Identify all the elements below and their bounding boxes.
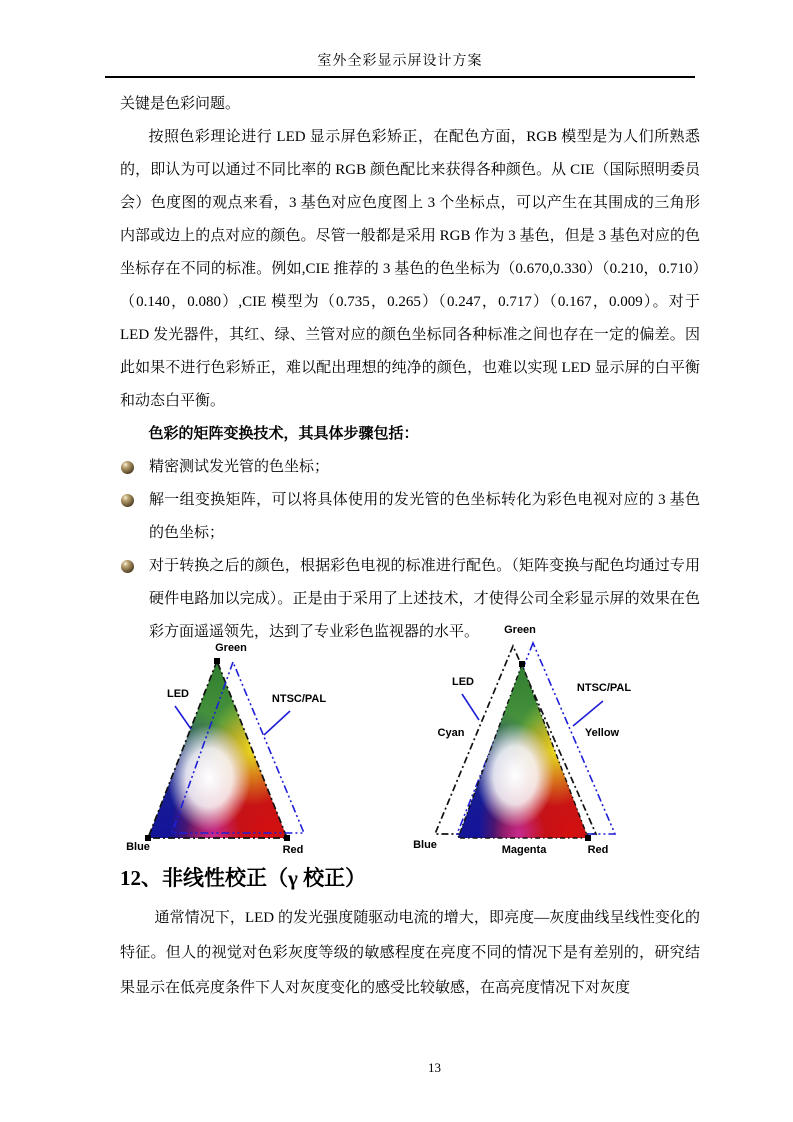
list-item-text: 精密测试发光管的色坐标； (149, 459, 330, 475)
figure-label-red: Red (282, 844, 304, 856)
figure-label-magenta: Magenta (501, 844, 547, 856)
figure-label-ntsc-pal: NTSC/PAL (271, 693, 327, 705)
figure-label-blue: Blue (126, 841, 150, 853)
list-item (120, 451, 700, 484)
bullet-sphere-icon (121, 494, 134, 507)
list-item (120, 484, 700, 550)
figure-label-green: Green (215, 642, 247, 654)
page-header (105, 50, 695, 78)
led-gamut-triangle (458, 664, 588, 838)
ntsc-leader-line (573, 701, 603, 726)
page-number: 13 (428, 1060, 441, 1075)
led-leader-line (175, 706, 191, 729)
figure-label-blue: Blue (413, 839, 437, 851)
bullet-sphere-icon (121, 560, 134, 573)
paragraph-lead: 关键是色彩问题。 (120, 96, 241, 112)
figure-label-cyan: Cyan (437, 727, 465, 739)
bullet-sphere-icon (121, 461, 134, 474)
paragraph-color-theory: 按照色彩理论进行 LED 显示屏色彩矫正，在配色方面，RGB 模型是为人们所熟悉的，即认为可以通过不同比率的 RGB 颜色配比来获得各种颜色。从 CIE（国际照明委员会）色度图的观点来看，3 基色对应色度图上 3 个坐标点，可以产生在其围成的三角形内部或边上的点对应的颜色。尽管一般都是采用 RGB 作为 3 基色，但是 3 基色对应的色坐标存在不同的标准。例如,CIE 推荐的 3 基色的色坐标为（0.670,0.330）（0.210，0.710）（0.140，0.080）,CIE 模型为（0.735，0.265）（0.247，0.717）（0.167，0.009）。对于 LED 发光器件，其红、绿、兰管对应的颜色坐标同各种标准之间也存在一定的偏差。因此如果不进行色彩矫正，难以配出理想的纯净的颜色，也难以实现 LED 显示屏的白平衡和动态白平衡。 (120, 129, 700, 409)
list-item-text: 对于转换之后的颜色，根据彩色电视的标准进行配色。（矩阵变换与配色均通过专用硬件电路加以完成）。正是由于采用了上述技术，才使得公司全彩显示屏的效果在色彩方面遥遥领先，达到了专业彩色监视器的水平。 (149, 558, 700, 640)
chromaticity-diagram-2 (400, 616, 665, 866)
figure-label-ntsc-pal: NTSC/PAL (576, 682, 632, 694)
figure-label-yellow: Yellow (584, 727, 620, 739)
figure-label-led: LED (452, 676, 474, 688)
ntsc-leader-line (264, 711, 290, 735)
led-leader-line (462, 694, 479, 720)
chromaticity-diagram-1 (118, 616, 333, 866)
subheading-matrix-transform: 色彩的矩阵变换技术，其具体步骤包括： (148, 426, 419, 442)
list-item-text: 解一组变换矩阵，可以将具体使用的发光管的色坐标转化为彩色电视对应的 3 基色的色坐标； (149, 492, 700, 541)
figure-label-red: Red (587, 844, 609, 856)
figure-label-led: LED (167, 688, 189, 700)
header-title: 室外全彩显示屏设计方案 (317, 54, 483, 69)
color-triangle-graphic (400, 616, 665, 866)
body-content (120, 88, 700, 649)
paragraph-gamma: 通常情况下，LED 的发光强度随驱动电流的增大，即亮度—灰度曲线呈线性变化的特征。但人的视觉对色彩灰度等级的敏感程度在亮度不同的情况下是有差别的，研究结果显示在低亮度条件下人对灰度变化的感受比较敏感，在高亮度情况下对灰度 (120, 910, 700, 996)
figure-label-green: Green (504, 624, 536, 636)
section-heading: 12、非线性校正（γ 校正） (120, 866, 367, 890)
figures-row (118, 616, 678, 866)
